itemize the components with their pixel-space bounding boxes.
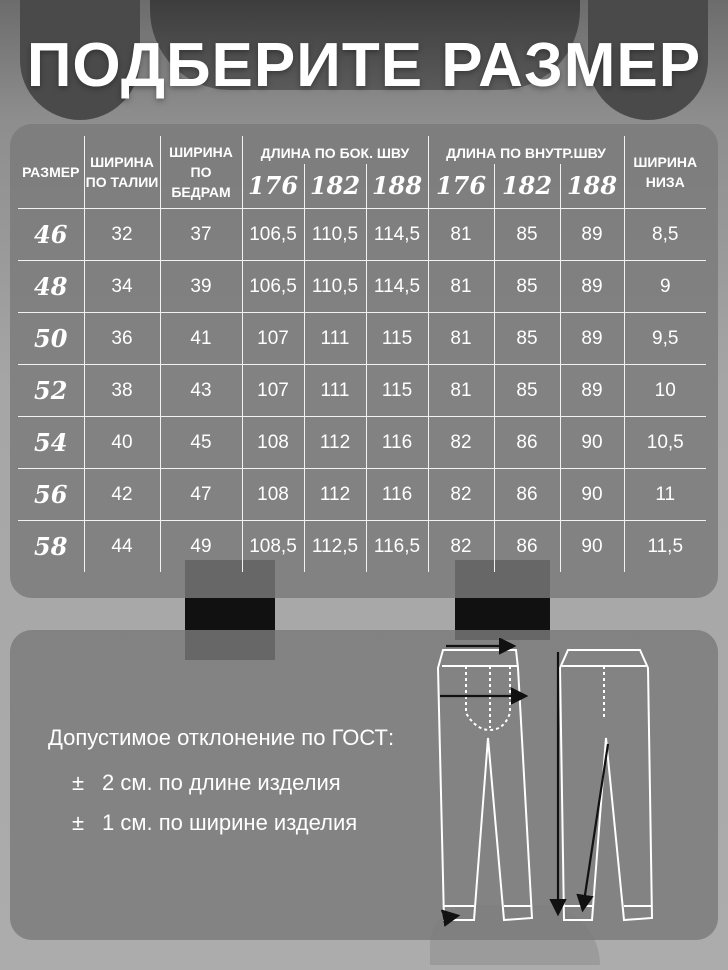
front-pants-outline bbox=[438, 650, 532, 920]
cell-side-182: 110,5 bbox=[304, 209, 366, 261]
plus-minus-symbol: ± bbox=[72, 770, 85, 795]
cell-hips: 39 bbox=[160, 261, 242, 313]
cell-side-188: 114,5 bbox=[366, 209, 428, 261]
cell-side-176: 107 bbox=[242, 365, 304, 417]
cell-side-176: 106,5 bbox=[242, 209, 304, 261]
header-bottom: ШИРИНА НИЗА bbox=[624, 136, 706, 209]
cell-waist: 36 bbox=[84, 313, 160, 365]
cell-inner-176: 81 bbox=[428, 365, 494, 417]
cell-bottom: 10 bbox=[624, 365, 706, 417]
cell-waist: 34 bbox=[84, 261, 160, 313]
size-table-panel bbox=[10, 124, 718, 598]
cell-hips: 43 bbox=[160, 365, 242, 417]
cell-size: 50 bbox=[18, 313, 84, 365]
cell-side-176: 108 bbox=[242, 469, 304, 521]
page-title: ПОДБЕРИТЕ РАЗМЕР bbox=[26, 31, 702, 100]
cell-waist: 44 bbox=[84, 521, 160, 573]
back-pants-outline bbox=[560, 650, 652, 920]
table-row bbox=[18, 365, 706, 417]
cell-side-182: 112,5 bbox=[304, 521, 366, 573]
cell-inner-182: 85 bbox=[494, 313, 560, 365]
cell-size: 58 bbox=[18, 521, 84, 573]
cell-hips: 47 bbox=[160, 469, 242, 521]
cell-waist: 32 bbox=[84, 209, 160, 261]
cell-inner-188: 89 bbox=[560, 313, 624, 365]
cell-inner-182: 85 bbox=[494, 365, 560, 417]
cell-inner-176: 82 bbox=[428, 469, 494, 521]
cell-side-182: 110,5 bbox=[304, 261, 366, 313]
cell-inner-188: 90 bbox=[560, 521, 624, 573]
cell-size: 54 bbox=[18, 417, 84, 469]
cell-side-188: 116 bbox=[366, 417, 428, 469]
header-side-182: 182 bbox=[304, 164, 366, 209]
header-inner-176: 176 bbox=[428, 164, 494, 209]
cell-side-176: 108 bbox=[242, 417, 304, 469]
cell-inner-182: 85 bbox=[494, 261, 560, 313]
cell-inner-176: 81 bbox=[428, 261, 494, 313]
plus-minus-symbol: ± bbox=[72, 810, 85, 835]
cell-size: 48 bbox=[18, 261, 84, 313]
cell-side-188: 115 bbox=[366, 313, 428, 365]
cell-bottom: 10,5 bbox=[624, 417, 706, 469]
cell-waist: 38 bbox=[84, 365, 160, 417]
size-table bbox=[18, 136, 706, 572]
cell-inner-182: 86 bbox=[494, 521, 560, 573]
cell-inner-188: 89 bbox=[560, 365, 624, 417]
cell-size: 46 bbox=[18, 209, 84, 261]
header-side-seam: ДЛИНА ПО БОК. ШВУ bbox=[242, 136, 428, 164]
tolerance-length: ± 2 см. по длине изделия bbox=[72, 770, 341, 795]
cell-bottom: 9,5 bbox=[624, 313, 706, 365]
cell-inner-176: 82 bbox=[428, 521, 494, 573]
cell-side-188: 114,5 bbox=[366, 261, 428, 313]
header-side-188: 188 bbox=[366, 164, 428, 209]
header-waist: ШИРИНА ПО ТАЛИИ bbox=[84, 136, 160, 209]
cell-inner-176: 81 bbox=[428, 313, 494, 365]
table-row bbox=[18, 313, 706, 365]
cell-inner-182: 85 bbox=[494, 209, 560, 261]
cell-side-188: 116,5 bbox=[366, 521, 428, 573]
tolerance-width: ± 1 см. по ширине изделия bbox=[72, 810, 358, 835]
cell-bottom: 9 bbox=[624, 261, 706, 313]
header-inner-seam: ДЛИНА ПО ВНУТР.ШВУ bbox=[428, 136, 624, 164]
header-size: РАЗМЕР bbox=[22, 164, 80, 180]
cell-hips: 49 bbox=[160, 521, 242, 573]
cell-hips: 45 bbox=[160, 417, 242, 469]
cell-inner-188: 90 bbox=[560, 417, 624, 469]
cell-inner-176: 82 bbox=[428, 417, 494, 469]
table-row bbox=[18, 261, 706, 313]
table-row bbox=[18, 417, 706, 469]
header-side-176: 176 bbox=[242, 164, 304, 209]
cell-side-176: 108,5 bbox=[242, 521, 304, 573]
cell-inner-188: 89 bbox=[560, 261, 624, 313]
cell-inner-188: 90 bbox=[560, 469, 624, 521]
cell-side-188: 116 bbox=[366, 469, 428, 521]
cell-side-182: 112 bbox=[304, 469, 366, 521]
cell-size: 52 bbox=[18, 365, 84, 417]
cell-hips: 41 bbox=[160, 313, 242, 365]
cell-inner-182: 86 bbox=[494, 417, 560, 469]
cell-side-182: 111 bbox=[304, 365, 366, 417]
cell-size: 56 bbox=[18, 469, 84, 521]
tolerance-title: Допустимое отклонение по ГОСТ: bbox=[48, 725, 395, 750]
cell-bottom: 8,5 bbox=[624, 209, 706, 261]
table-row bbox=[18, 521, 706, 573]
cell-inner-188: 89 bbox=[560, 209, 624, 261]
cell-side-182: 112 bbox=[304, 417, 366, 469]
cell-side-176: 106,5 bbox=[242, 261, 304, 313]
cell-side-188: 115 bbox=[366, 365, 428, 417]
cell-bottom: 11 bbox=[624, 469, 706, 521]
cell-inner-176: 81 bbox=[428, 209, 494, 261]
table-row bbox=[18, 469, 706, 521]
cell-hips: 37 bbox=[160, 209, 242, 261]
cell-side-182: 111 bbox=[304, 313, 366, 365]
table-row bbox=[18, 209, 706, 261]
header-inner-188: 188 bbox=[560, 164, 624, 209]
cell-inner-182: 86 bbox=[494, 469, 560, 521]
cell-waist: 42 bbox=[84, 469, 160, 521]
cell-bottom: 11,5 bbox=[624, 521, 706, 573]
cell-side-176: 107 bbox=[242, 313, 304, 365]
header-hips: ШИРИНА ПО БЕДРАМ bbox=[160, 136, 242, 209]
header-inner-182: 182 bbox=[494, 164, 560, 209]
cell-waist: 40 bbox=[84, 417, 160, 469]
pants-diagram bbox=[428, 638, 668, 928]
